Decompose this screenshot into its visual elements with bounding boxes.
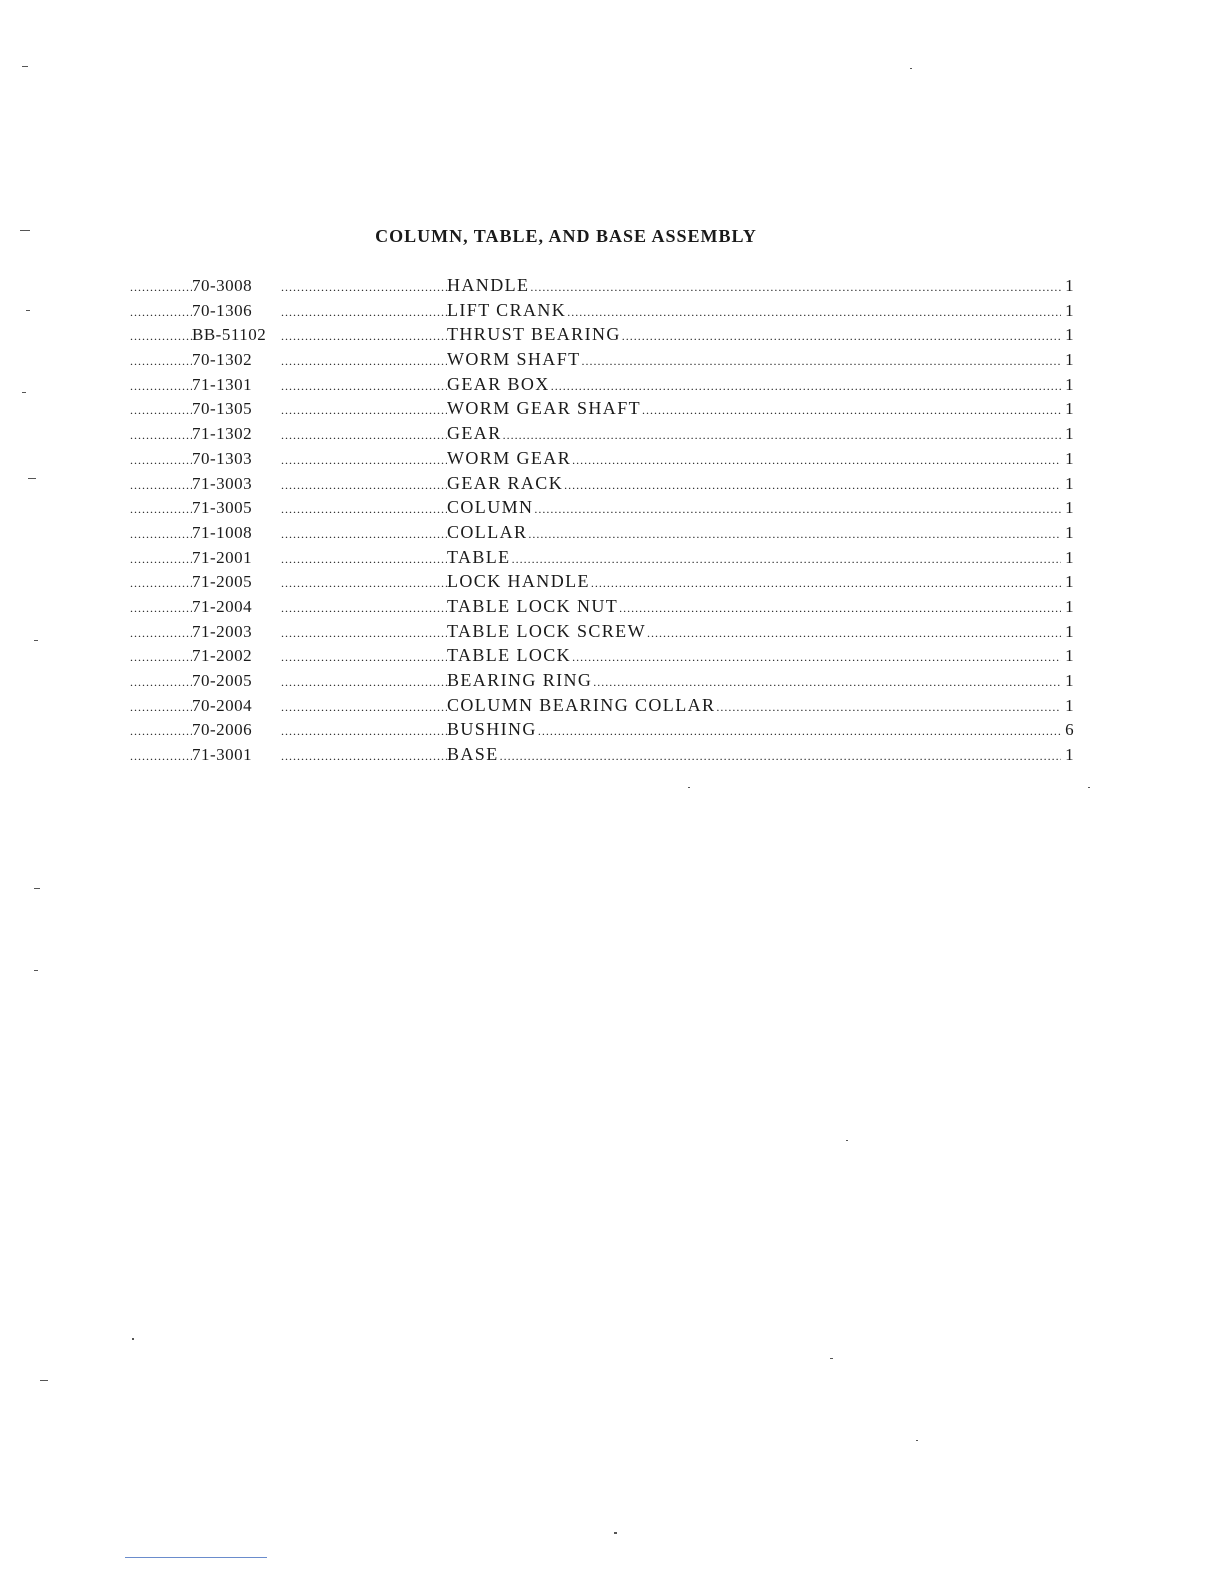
scan-speck [688,787,690,788]
part-quantity: 1 [1065,399,1075,419]
parts-list-row [130,522,1075,547]
leader-dots [130,329,192,344]
part-number: 70-3008 [192,276,253,295]
scan-speck [916,1440,918,1441]
part-description: TABLE LOCK SCREW [447,620,646,641]
part-number-cell [130,696,280,716]
part-quantity: 1 [1065,300,1075,320]
part-number-cell [130,572,280,592]
part-number-cell [130,375,280,395]
leader-dots [618,601,1061,616]
part-description: GEAR BOX [447,373,550,394]
part-number: 71-2004 [192,596,253,616]
footer-rule [125,1557,267,1558]
scan-speck [34,970,38,971]
part-quantity: 1 [1065,325,1075,345]
leader-dots [280,601,447,616]
parts-list-row [130,448,1075,473]
leader-dots [130,601,192,616]
scan-speck [34,888,40,889]
scan-speck [1088,787,1090,788]
part-number: 71-2005 [192,572,253,592]
leader-dots [130,626,192,641]
part-number: 70-1302 [192,350,253,370]
part-number: 70-1306 [192,300,253,320]
leader-dots [581,354,1061,369]
part-quantity: 1 [1065,350,1075,370]
leader-dots [280,403,447,418]
part-description: LIFT CRANK [447,299,567,320]
leader-dots [280,650,447,665]
leader-dots [590,576,1061,591]
leader-dots [563,478,1061,493]
part-quantity: 1 [1065,547,1075,567]
leader-dots [130,749,192,764]
parts-list-row [130,645,1075,670]
leader-dots [280,354,447,369]
part-description: COLUMN BEARING COLLAR [447,694,716,715]
leader-dots [280,305,447,320]
part-number: 71-2003 [192,621,253,641]
parts-list-row [130,398,1075,423]
scan-speck [910,68,912,69]
leader-dots [537,724,1061,739]
scan-speck [22,66,28,67]
leader-dots [646,626,1061,641]
leader-dots [130,502,192,517]
leader-dots [130,305,192,320]
leader-dots [641,403,1061,418]
parts-list-row [130,349,1075,374]
part-description: TABLE LOCK [447,645,572,666]
leader-dots [280,626,447,641]
scan-speck [40,1380,48,1381]
parts-list-row [130,275,1075,300]
part-number-cell [130,646,280,666]
scan-speck [22,392,26,393]
leader-dots [280,700,447,715]
part-number: 70-1303 [192,448,253,468]
part-description: BUSHING [447,719,537,740]
parts-list-row [130,744,1075,769]
part-number: 71-2002 [192,646,253,666]
leader-dots [571,650,1061,665]
part-description: COLLAR [447,521,528,542]
part-number-cell [130,449,280,469]
part-quantity: 1 [1065,473,1075,493]
part-quantity: 1 [1065,448,1075,468]
leader-dots [280,329,447,344]
parts-list-row [130,719,1075,744]
part-quantity: 1 [1065,572,1075,592]
leader-dots [280,280,447,295]
part-number-cell [130,350,280,370]
part-number-cell [130,597,280,617]
scan-speck [830,1358,833,1359]
part-number: 71-3001 [192,745,253,765]
leader-dots [499,749,1061,764]
part-description: THRUST BEARING [447,324,621,345]
part-number-cell [130,523,280,543]
part-number-cell [130,720,280,740]
leader-dots [502,428,1061,443]
parts-list-row [130,621,1075,646]
part-description: WORM GEAR [447,447,572,468]
leader-dots [130,700,192,715]
part-description: TABLE LOCK NUT [447,595,619,616]
part-number-cell [130,325,280,345]
leader-dots [715,700,1061,715]
leader-dots [280,675,447,690]
part-number: 70-2004 [192,695,253,715]
part-number-cell [130,276,280,296]
leader-dots [130,675,192,690]
parts-list-row [130,300,1075,325]
parts-list-row [130,374,1075,399]
part-quantity: 1 [1065,276,1075,295]
leader-dots [280,749,447,764]
leader-dots [571,453,1061,468]
part-number: 71-1302 [192,424,253,444]
part-number-cell [130,671,280,691]
part-number-cell [130,399,280,419]
leader-dots [130,403,192,418]
part-description: HANDLE [447,275,530,295]
part-number-cell [130,301,280,321]
scan-speck [614,1532,617,1534]
part-number: 70-2006 [192,720,253,740]
leader-dots [280,502,447,517]
leader-dots [280,552,447,567]
leader-dots [130,354,192,369]
part-number-cell [130,548,280,568]
leader-dots [130,650,192,665]
part-number: 71-3005 [192,498,253,518]
part-number-cell [130,424,280,444]
leader-dots [280,379,447,394]
leader-dots [130,552,192,567]
scan-speck [26,310,30,311]
part-number: BB-51102 [192,325,267,345]
parts-list-row [130,547,1075,572]
part-description: COLUMN [447,497,534,518]
part-description: WORM GEAR SHAFT [447,398,642,419]
part-number: 71-1008 [192,522,253,542]
parts-list-row [130,324,1075,349]
part-number-cell [130,745,280,765]
part-number-cell [130,498,280,518]
leader-dots [130,527,192,542]
scan-speck [132,1338,134,1340]
leader-dots [592,675,1061,690]
part-quantity: 1 [1065,671,1075,690]
leader-dots [280,576,447,591]
leader-dots [529,280,1061,295]
part-quantity: 1 [1065,621,1075,641]
leader-dots [280,527,447,542]
leader-dots [280,428,447,443]
part-number: 71-3003 [192,473,253,493]
part-number: 71-2001 [192,547,253,567]
part-description: BASE [447,744,499,765]
part-description: BEARING RING [447,670,593,690]
part-quantity: 1 [1065,695,1075,715]
part-quantity: 6 [1065,720,1075,740]
leader-dots [280,478,447,493]
part-quantity: 1 [1065,596,1075,616]
part-quantity: 1 [1065,498,1075,518]
parts-list-row [130,596,1075,621]
part-description: TABLE [447,546,511,567]
parts-list-row [130,423,1075,448]
part-number-cell [130,474,280,494]
scan-speck [846,1140,848,1141]
leader-dots [130,724,192,739]
scan-speck [28,478,36,479]
scan-speck [20,230,30,231]
parts-list-row [130,571,1075,596]
leader-dots [130,453,192,468]
leader-dots [566,305,1061,320]
part-quantity: 1 [1065,745,1075,765]
part-description: GEAR [447,423,502,444]
leader-dots [130,428,192,443]
parts-list-row [130,695,1075,720]
leader-dots [280,453,447,468]
part-description: GEAR RACK [447,472,564,493]
leader-dots [527,527,1061,542]
parts-list [130,275,1075,769]
part-quantity: 1 [1065,522,1075,542]
part-description: WORM SHAFT [447,349,581,370]
part-number-cell [130,622,280,642]
part-quantity: 1 [1065,374,1075,394]
scan-speck [34,640,38,641]
leader-dots [130,280,192,295]
part-number: 70-2005 [192,671,253,690]
page-title: COLUMN, TABLE, AND BASE ASSEMBLY [375,226,757,246]
leader-dots [130,379,192,394]
leader-dots [280,724,447,739]
part-number: 70-1305 [192,399,253,419]
leader-dots [550,379,1061,394]
parts-list-row [130,497,1075,522]
part-number: 71-1301 [192,374,253,394]
leader-dots [511,552,1061,567]
leader-dots [130,478,192,493]
leader-dots [130,576,192,591]
part-description: LOCK HANDLE [447,571,590,592]
leader-dots [533,502,1061,517]
part-quantity: 1 [1065,424,1075,444]
parts-list-row [130,473,1075,498]
parts-list-row [130,670,1075,695]
leader-dots [621,329,1061,344]
part-quantity: 1 [1065,646,1075,666]
